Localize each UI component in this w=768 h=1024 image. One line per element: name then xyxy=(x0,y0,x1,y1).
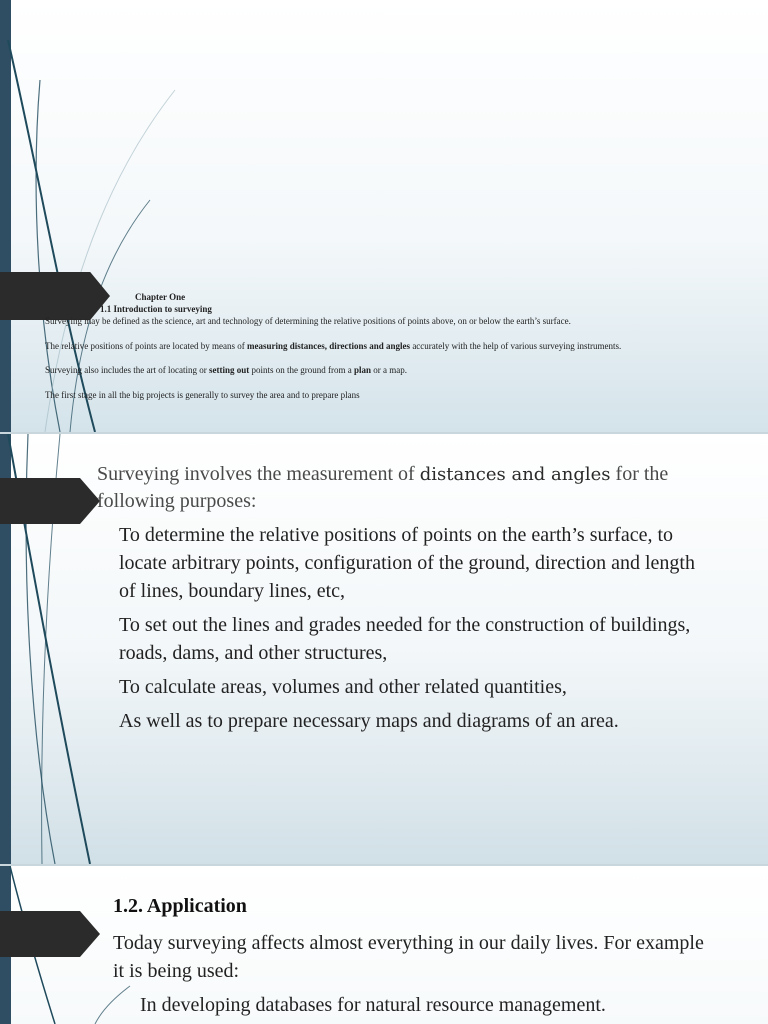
paragraph-3: Surveying also includes the art of locating or setting out points on the ground from a plan or a map. xyxy=(45,365,407,375)
paragraph-4: The first stage in all the big projects is generally to survey the area and to prepare plans xyxy=(45,390,360,400)
application-text: Today surveying affects almost everything in our daily lives. For example it is being used: xyxy=(113,932,704,982)
left-accent-bar xyxy=(0,0,11,432)
paragraph-2: The relative positions of points are located by means of measuring distances, directions and angles accurately with the help of various surveying instruments. xyxy=(45,341,622,351)
list-item: In developing databases for natural resource management. xyxy=(140,994,606,1016)
slide-2-intro: Surveying involves the measurement of distances and angles for the following purposes: xyxy=(97,463,669,512)
purposes-list xyxy=(97,521,697,741)
chapter-heading: Chapter One xyxy=(135,292,186,302)
slide-tab-marker xyxy=(0,272,110,320)
section-heading: 1.1 Introduction to surveying xyxy=(100,304,212,314)
slide-tab-marker xyxy=(0,911,100,957)
application-list xyxy=(113,991,713,1019)
slide-1 xyxy=(0,0,768,432)
list-item: As well as to prepare necessary maps and diagrams of an area. xyxy=(119,710,619,732)
list-item: To determine the relative positions of points on the earth’s surface, to locate arbitrary points, configuration of the ground, direction and length of lines, boundary lines, etc, xyxy=(119,524,695,602)
list-item: To set out the lines and grades needed for the construction of buildings, roads, dams, and other structures, xyxy=(119,614,691,664)
paragraph-1: Surveying may be defined as the science, art and technology of determining the relative positions of points above, on or below the earth’s surface. xyxy=(45,316,571,326)
list-item: To calculate areas, volumes and other related quantities, xyxy=(119,676,567,698)
application-heading: 1.2. Application xyxy=(113,895,247,917)
slide-tab-marker xyxy=(0,478,100,524)
